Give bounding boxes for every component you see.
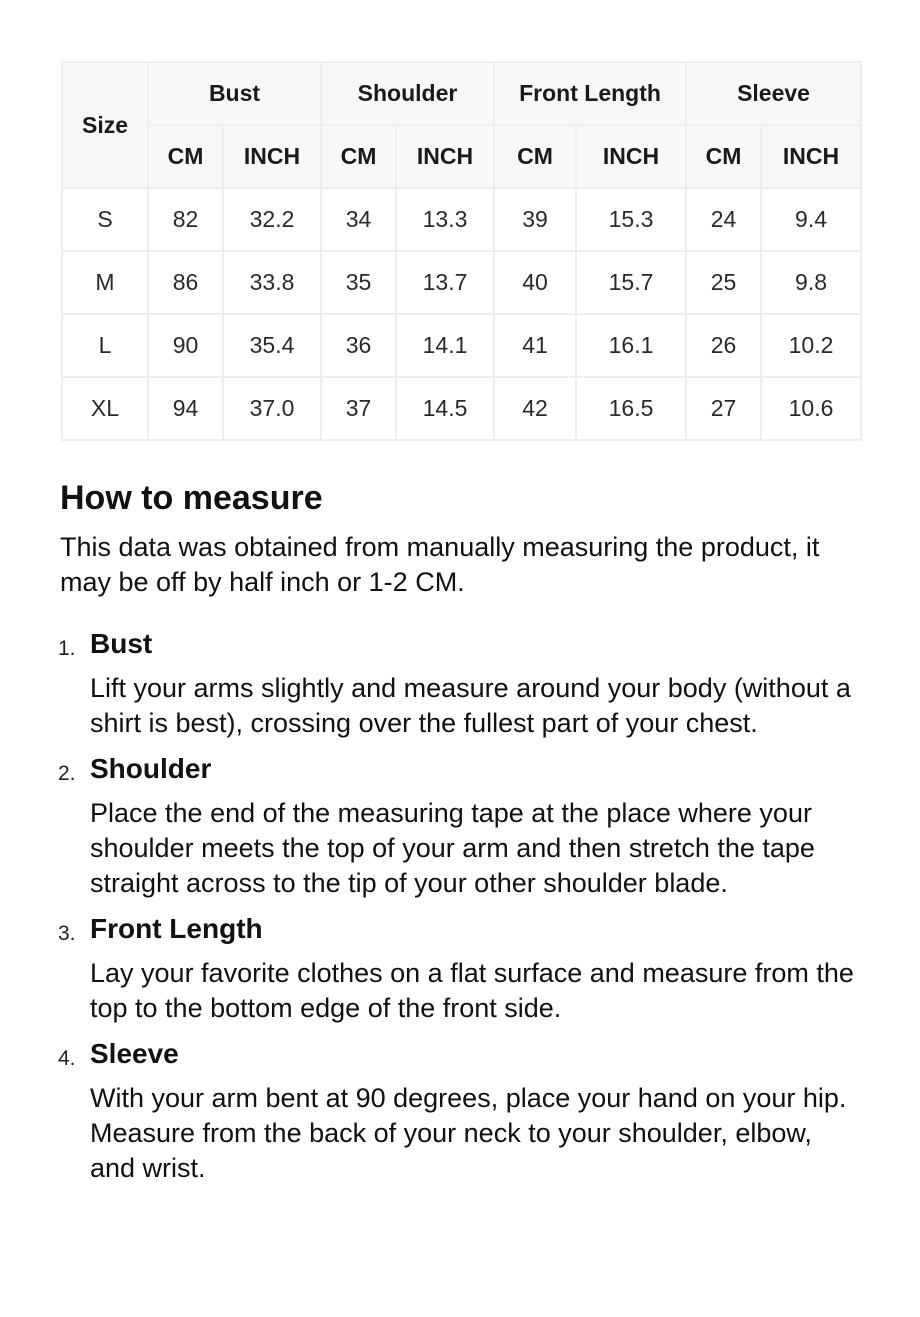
unit-header-cm: CM bbox=[148, 125, 223, 188]
step-title-sleeve: Sleeve bbox=[90, 1038, 179, 1069]
table-row bbox=[62, 314, 861, 377]
table-cell: 37.0 bbox=[223, 377, 321, 440]
step-number: 2. bbox=[58, 762, 76, 785]
unit-header-inch: INCH bbox=[396, 125, 494, 188]
step-number: 1. bbox=[58, 637, 76, 660]
unit-header-cm: CM bbox=[494, 125, 576, 188]
table-cell: 35.4 bbox=[223, 314, 321, 377]
table-cell: 32.2 bbox=[223, 188, 321, 251]
step-text-sleeve: With your arm bent at 90 degrees, place your hand on your hip. Measure from the back of your neck to your shoulder, elbow, and wrist. bbox=[90, 1083, 847, 1183]
size-cell: XL bbox=[62, 377, 148, 440]
table-cell: 86 bbox=[148, 251, 223, 314]
table-cell: 39 bbox=[494, 188, 576, 251]
unit-header-inch: INCH bbox=[223, 125, 321, 188]
step-text-front-length: Lay your favorite clothes on a flat surface and measure from the top to the bottom edge of the front side. bbox=[90, 958, 854, 1023]
table-cell: 13.7 bbox=[396, 251, 494, 314]
step-number: 3. bbox=[58, 922, 76, 945]
step-text-bust: Lift your arms slightly and measure around your body (without a shirt is best), crossing over the fullest part of your chest. bbox=[90, 673, 851, 738]
unit-header-cm: CM bbox=[686, 125, 761, 188]
table-row bbox=[62, 251, 861, 314]
step-text-shoulder: Place the end of the measuring tape at the place where your shoulder meets the top of your arm and then stretch the tape straight across to the tip of your other shoulder blade. bbox=[90, 798, 815, 898]
table-cell: 37 bbox=[321, 377, 396, 440]
size-chart-table bbox=[61, 61, 862, 441]
intro-text: This data was obtained from manually measuring the product, it may be off by half inch or 1-2 CM. bbox=[60, 532, 820, 597]
table-cell: 25 bbox=[686, 251, 761, 314]
table-cell: 16.5 bbox=[576, 377, 686, 440]
list-item bbox=[60, 1036, 860, 1186]
table-cell: 41 bbox=[494, 314, 576, 377]
table-cell: 13.3 bbox=[396, 188, 494, 251]
table-cell: 14.1 bbox=[396, 314, 494, 377]
table-cell: 33.8 bbox=[223, 251, 321, 314]
table-cell: 35 bbox=[321, 251, 396, 314]
table-row bbox=[62, 377, 861, 440]
table-cell: 15.3 bbox=[576, 188, 686, 251]
table-cell: 9.8 bbox=[761, 251, 861, 314]
table-cell: 16.1 bbox=[576, 314, 686, 377]
list-item bbox=[60, 911, 860, 1026]
table-cell: 34 bbox=[321, 188, 396, 251]
table-cell: 9.4 bbox=[761, 188, 861, 251]
step-title-front-length: Front Length bbox=[90, 913, 263, 944]
table-cell: 82 bbox=[148, 188, 223, 251]
table-cell: 90 bbox=[148, 314, 223, 377]
table-cell: 10.2 bbox=[761, 314, 861, 377]
step-title-bust: Bust bbox=[90, 628, 153, 659]
size-column-header: Size bbox=[62, 62, 148, 188]
list-item bbox=[60, 626, 860, 741]
group-header-sleeve: Sleeve bbox=[686, 62, 861, 125]
group-header-front-length: Front Length bbox=[494, 62, 686, 125]
table-cell: 94 bbox=[148, 377, 223, 440]
table-cell: 26 bbox=[686, 314, 761, 377]
unit-header-inch: INCH bbox=[576, 125, 686, 188]
table-cell: 10.6 bbox=[761, 377, 861, 440]
table-header-row-units bbox=[62, 125, 861, 188]
step-title-shoulder: Shoulder bbox=[90, 753, 212, 784]
measure-steps-list bbox=[60, 626, 860, 1186]
table-cell: 36 bbox=[321, 314, 396, 377]
group-header-shoulder: Shoulder bbox=[321, 62, 494, 125]
how-to-measure-section bbox=[60, 470, 860, 1196]
section-title: How to measure bbox=[60, 479, 323, 517]
table-cell: 15.7 bbox=[576, 251, 686, 314]
table-cell: 24 bbox=[686, 188, 761, 251]
unit-header-inch: INCH bbox=[761, 125, 861, 188]
size-cell: M bbox=[62, 251, 148, 314]
size-cell: S bbox=[62, 188, 148, 251]
table-cell: 14.5 bbox=[396, 377, 494, 440]
unit-header-cm: CM bbox=[321, 125, 396, 188]
size-cell: L bbox=[62, 314, 148, 377]
step-number: 4. bbox=[58, 1047, 76, 1070]
table-row bbox=[62, 188, 861, 251]
table-cell: 42 bbox=[494, 377, 576, 440]
group-header-bust: Bust bbox=[148, 62, 321, 125]
table-cell: 27 bbox=[686, 377, 761, 440]
table-cell: 40 bbox=[494, 251, 576, 314]
table-header-row-groups bbox=[62, 62, 861, 125]
list-item bbox=[60, 751, 860, 901]
